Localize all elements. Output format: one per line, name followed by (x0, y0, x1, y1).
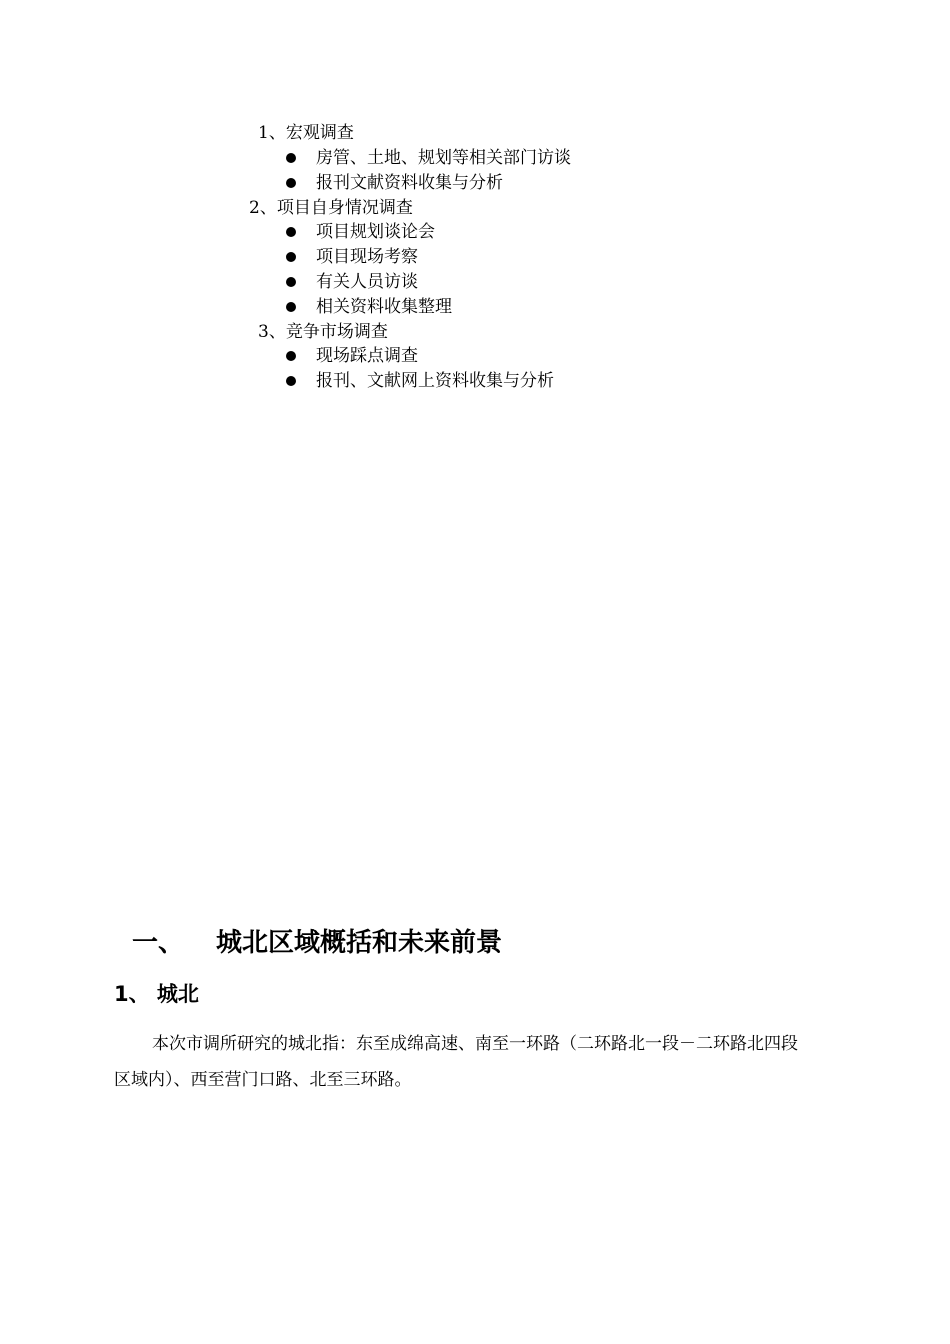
bullet-icon (286, 277, 296, 287)
section-heading-competition: 3、竞争市场调查 (258, 322, 388, 342)
chapter-title: 城北区域概括和未来前景 (216, 928, 503, 958)
bullet-icon (286, 227, 296, 237)
bullet-icon (286, 376, 296, 386)
subsection-title: 1、 城北 (114, 982, 199, 1006)
document-page: 1、宏观调查 房管、土地、规划等相关部门访谈 报刊文献资料收集与分析 2、项目自身情况调查 项目规划谈论会 项目现场考察 有关人员访谈 相关资料收集整理 3、竞争市场调查 现场踩点调查 报刊、文献网上资料收集与分析 一、 城北区域概括和未来前景 1、 城北 本次市调所研究的城北指：东至成绵高速、南至一环路（二环路北一段－二环路北四段区域内）、西至营门口路、北至三环路。 (0, 0, 950, 1344)
body-paragraph: 本次市调所研究的城北指：东至成绵高速、南至一环路（二环路北一段－二环路北四段区域内）、西至营门口路、北至三环路。 (114, 1034, 798, 1090)
bullet-icon (286, 153, 296, 163)
bullet-icon (286, 178, 296, 188)
bullet-icon (286, 351, 296, 361)
section-heading-project: 2、项目自身情况调查 (249, 198, 413, 218)
bullet-icon (286, 302, 296, 312)
chapter-number: 一、 (132, 928, 185, 958)
bullet-icon (286, 252, 296, 262)
section-heading-macro: 1、宏观调查 (258, 123, 354, 143)
